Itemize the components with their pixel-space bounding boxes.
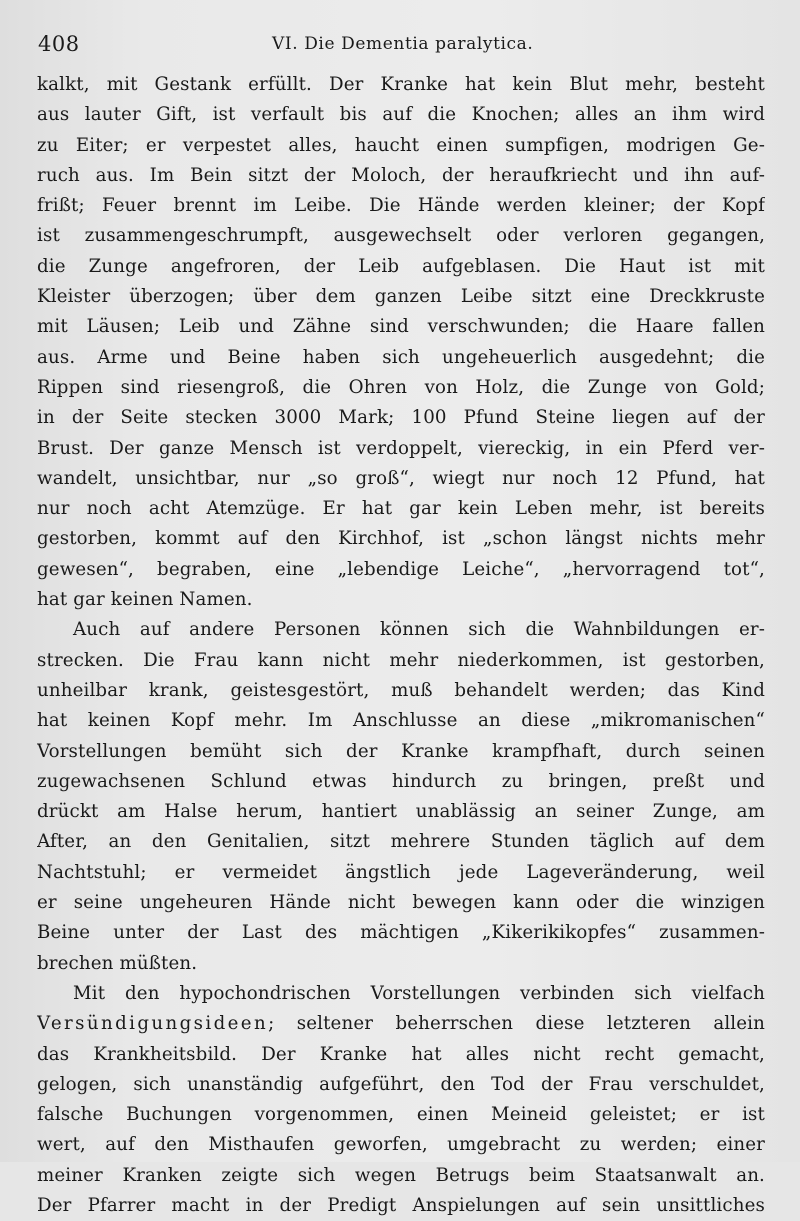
chapter-title: VI. Die Dementia paralytica. — [272, 34, 534, 54]
text-line: wandelt, unsichtbar, nur „so groß“, wiegt nur noch 12 Pfund, hat — [37, 467, 765, 489]
text-line: unheilbar krank, geistesgestört, muß behandelt werden; das Kind — [37, 679, 765, 701]
page-number: 408 — [38, 32, 80, 56]
paragraph-start-line: Mit den hypochondrischen Vorstellungen verbinden sich vielfach — [73, 982, 765, 1004]
text-line: gelogen, sich unanständig aufgeführt, den Tod der Frau verschuldet, — [37, 1073, 765, 1095]
text-line: gewesen“, begraben, eine „lebendige Leiche“, „hervorragend tot“, — [37, 558, 765, 580]
text-line: frißt; Feuer brennt im Leibe. Die Hände werden kleiner; der Kopf — [37, 195, 765, 217]
text-line: strecken. Die Frau kann nicht mehr niederkommen, ist gestorben, — [37, 649, 765, 671]
text-line: wert, auf den Misthaufen geworfen, umgebracht zu werden; einer — [37, 1134, 765, 1156]
text-line: ruch aus. Im Bein sitzt der Moloch, der heraufkriecht und ihn auf- — [37, 164, 765, 186]
text-line: After, an den Genitalien, sitzt mehrere Stunden täglich auf dem — [37, 831, 765, 853]
running-head — [38, 30, 764, 60]
spaced-term-line — [37, 1009, 765, 1039]
text-line: das Krankheitsbild. Der Kranke hat alles nicht recht gemacht, — [37, 1043, 765, 1065]
paragraph-end-line: hat gar keinen Namen. — [37, 589, 253, 611]
text-line: mit Läusen; Leib und Zähne sind verschwunden; die Haare fallen — [37, 316, 765, 338]
paragraph-start-line: Auch auf andere Personen können sich die Wahnbildungen er- — [73, 619, 765, 641]
spaced-term: Versündigungsideen — [37, 1013, 269, 1035]
text-line: zugewachsenen Schlund etwas hindurch zu bringen, preßt und — [37, 770, 765, 792]
text-line: Kleister überzogen; über dem ganzen Leibe sitzt eine Dreckkruste — [37, 286, 765, 308]
text-line: zu Eiter; er verpestet alles, haucht einen sumpfigen, modrigen Ge- — [37, 134, 765, 156]
text-line: aus lauter Gift, ist verfault bis auf die Knochen; alles an ihm wird — [37, 104, 765, 126]
text-line: Rippen sind riesengroß, die Ohren von Holz, die Zunge von Gold; — [37, 376, 765, 398]
paragraph-end-line: brechen müßten. — [37, 952, 198, 974]
spaced-term-rest: ; seltener beherrschen diese letzteren allein — [268, 1013, 765, 1035]
text-line: die Zunge angefroren, der Leib aufgeblasen. Die Haut ist mit — [37, 255, 765, 277]
text-line: Nachtstuhl; er vermeidet ängstlich jede Lageveränderung, weil — [37, 861, 765, 883]
text-line: Beine unter der Last des mächtigen „Kikerikikopfes“ zusammen- — [37, 922, 765, 944]
text-line: nur noch acht Atemzüge. Er hat gar kein Leben mehr, ist bereits — [37, 498, 765, 520]
text-line: er seine ungeheuren Hände nicht bewegen kann oder die winzigen — [37, 892, 765, 914]
text-line: ist zusammengeschrumpft, ausgewechselt oder verloren gegangen, — [37, 225, 765, 247]
text-line: Der Pfarrer macht in der Predigt Anspielungen auf sein unsittliches — [37, 1194, 765, 1216]
text-line: drückt am Halse herum, hantiert unablässig an seiner Zunge, am — [37, 801, 765, 823]
text-line: Vorstellungen bemüht sich der Kranke krampfhaft, durch seinen — [37, 740, 765, 762]
text-line: kalkt, mit Gestank erfüllt. Der Kranke hat kein Blut mehr, besteht — [37, 74, 765, 95]
text-line: aus. Arme und Beine haben sich ungeheuerlich ausgedehnt; die — [37, 346, 765, 368]
text-line: gestorben, kommt auf den Kirchhof, ist „schon längst nichts mehr — [37, 528, 765, 550]
text-line: in der Seite stecken 3000 Mark; 100 Pfund Steine liegen auf der — [37, 407, 765, 429]
text-line: falsche Buchungen vorgenommen, einen Meineid geleistet; er ist — [37, 1104, 765, 1126]
body-text — [37, 70, 765, 1221]
text-line: hat keinen Kopf mehr. Im Anschlusse an diese „mikromanischen“ — [37, 710, 765, 732]
text-line: meiner Kranken zeigte sich wegen Betrugs beim Staatsanwalt an. — [37, 1164, 765, 1186]
text-line: Brust. Der ganze Mensch ist verdoppelt, viereckig, in ein Pferd ver- — [37, 437, 765, 459]
